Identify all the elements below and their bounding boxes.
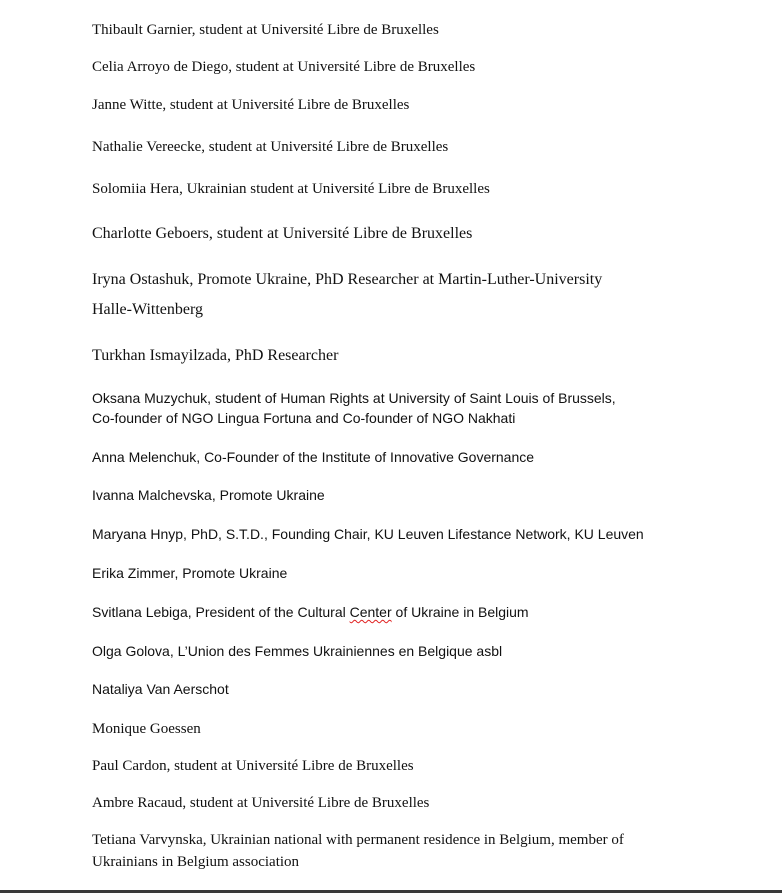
signatory-line: Paul Cardon, student at Université Libre de Bruxelles — [92, 758, 414, 774]
signatory-line: Tetiana Varvynska, Ukrainian national with permanent residence in Belgium, member of — [92, 832, 624, 848]
signatory-line: Solomiia Hera, Ukrainian student at Université Libre de Bruxelles — [92, 181, 490, 197]
signatory-line-continued: Halle-Wittenberg — [92, 301, 204, 318]
signatory-text: Svitlana Lebiga, President of the Cultural — [92, 604, 350, 620]
signatory-line: Charlotte Geboers, student at Université Libre de Bruxelles — [92, 225, 473, 242]
signatory-line: Anna Melenchuk, Co-Founder of the Institute of Innovative Governance — [92, 449, 535, 465]
signatory-line: Janne Witte, student at Université Libre de Bruxelles — [92, 97, 410, 113]
signatory-line-continued: Ukrainians in Belgium association — [92, 854, 300, 870]
signatory-line-continued: Co-founder of NGO Lingua Fortuna and Co-founder of NGO Nakhati — [92, 410, 516, 426]
spellcheck-flagged-word[interactable]: Center — [349, 604, 392, 620]
signatory-line: Ivanna Malchevska, Promote Ukraine — [92, 487, 325, 503]
signatory-line: Monique Goessen — [92, 721, 201, 737]
signatory-line: Nathalie Vereecke, student at Université Libre de Bruxelles — [92, 139, 449, 155]
signatory-line: Oksana Muzychuk, student of Human Rights at University of Saint Louis of Brussels, — [92, 390, 616, 406]
signatory-text: of Ukraine in Belgium — [391, 604, 529, 620]
signatory-line: Iryna Ostashuk, Promote Ukraine, PhD Researcher at Martin-Luther-University — [92, 271, 603, 288]
signatory-line: Olga Golova, L’Union des Femmes Ukrainiennes en Belgique asbl — [92, 643, 503, 659]
signatory-line: Erika Zimmer, Promote Ukraine — [92, 565, 288, 581]
signatory-line: Celia Arroyo de Diego, student at Université Libre de Bruxelles — [92, 59, 476, 75]
signatory-line: Nataliya Van Aerschot — [92, 681, 229, 697]
signatory-line: Turkhan Ismayilzada, PhD Researcher — [92, 347, 339, 364]
signatory-line — [92, 605, 529, 619]
signatory-line: Thibault Garnier, student at Université Libre de Bruxelles — [92, 22, 439, 38]
signatory-line: Ambre Racaud, student at Université Libre de Bruxelles — [92, 795, 430, 811]
signatory-line: Maryana Hnyp, PhD, S.T.D., Founding Chair, KU Leuven Lifestance Network, KU Leuven — [92, 526, 644, 542]
